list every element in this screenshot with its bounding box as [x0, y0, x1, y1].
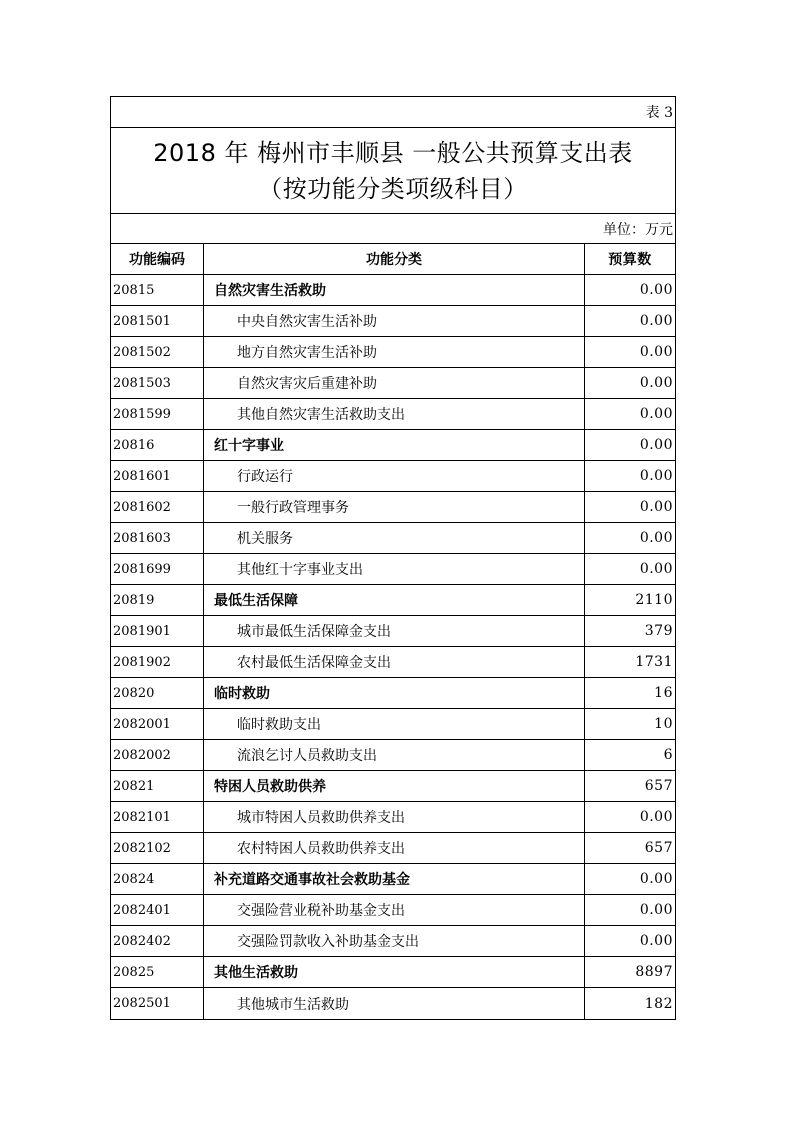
row-amount: 0.00: [639, 809, 673, 825]
row-amount: 0.00: [639, 499, 673, 515]
row-code: 2082001: [111, 709, 204, 739]
row-code: 2082402: [111, 926, 204, 956]
row-code: 20820: [111, 678, 204, 708]
row-code: 20819: [111, 585, 204, 615]
row-code: 2082002: [111, 740, 204, 770]
row-name: 其他红十字事业支出: [204, 554, 585, 584]
table-row: [111, 864, 675, 895]
row-name: 临时救助: [204, 678, 585, 708]
table-row: [111, 616, 675, 647]
table-row: [111, 740, 675, 771]
row-amount: 0.00: [639, 530, 673, 546]
table-number: 表 3: [645, 105, 673, 121]
table-row: [111, 430, 675, 461]
row-code: 2082101: [111, 802, 204, 832]
row-name: 特困人员救助供养: [204, 771, 585, 801]
row-code: 20816: [111, 430, 204, 460]
row-code: 2081503: [111, 368, 204, 398]
table-row: [111, 678, 675, 709]
row-amount: 2110: [635, 592, 673, 608]
row-amount: 0.00: [639, 902, 673, 918]
row-amount: 0.00: [639, 406, 673, 422]
row-name: 补充道路交通事故社会救助基金: [204, 864, 585, 894]
row-amount: 1731: [635, 654, 673, 670]
row-code: 2081501: [111, 306, 204, 336]
row-code: 20821: [111, 771, 204, 801]
row-amount: 0.00: [639, 375, 673, 391]
row-code: 2081902: [111, 647, 204, 677]
row-name: 农村特困人员救助供养支出: [204, 833, 585, 863]
table-row: [111, 337, 675, 368]
row-amount: 0.00: [639, 313, 673, 329]
row-name: 农村最低生活保障金支出: [204, 647, 585, 677]
table-row: [111, 461, 675, 492]
row-amount: 182: [644, 995, 673, 1012]
table-row: [111, 306, 675, 337]
table-row: [111, 957, 675, 988]
table-row: [111, 275, 675, 306]
table-title: 2018 年 梅州市丰顺县 一般公共预算支出表: [153, 138, 633, 167]
row-amount: 0.00: [639, 282, 673, 298]
row-code: 20815: [111, 275, 204, 305]
row-amount: 0.00: [639, 468, 673, 484]
table-row: [111, 399, 675, 430]
row-code: 20825: [111, 957, 204, 987]
row-amount: 657: [644, 840, 673, 856]
row-code: 2081601: [111, 461, 204, 491]
row-name: 临时救助支出: [204, 709, 585, 739]
row-code: 2081901: [111, 616, 204, 646]
table-row: [111, 554, 675, 585]
table-row: [111, 833, 675, 864]
row-amount: 16: [654, 685, 673, 701]
row-name: 地方自然灾害生活补助: [204, 337, 585, 367]
row-amount: 0.00: [639, 344, 673, 360]
table-header-row: [111, 244, 675, 275]
table-row: [111, 647, 675, 678]
row-code: 2082401: [111, 895, 204, 925]
row-code: 2082102: [111, 833, 204, 863]
row-code: 2081603: [111, 523, 204, 553]
row-amount: 10: [654, 716, 673, 732]
row-code: 2081502: [111, 337, 204, 367]
row-code: 2081602: [111, 492, 204, 522]
table-body: [111, 275, 675, 1019]
unit-label: 单位：万元: [603, 221, 673, 238]
row-name: 城市最低生活保障金支出: [204, 616, 585, 646]
table-row: [111, 926, 675, 957]
table-row: [111, 895, 675, 926]
table-row: [111, 771, 675, 802]
budget-table: [110, 96, 676, 1020]
row-name: 中央自然灾害生活补助: [204, 306, 585, 336]
row-name: 行政运行: [204, 461, 585, 491]
table-subtitle: （按功能分类项级科目）: [258, 174, 528, 203]
table-row: [111, 523, 675, 554]
table-row: [111, 709, 675, 740]
row-name: 一般行政管理事务: [204, 492, 585, 522]
row-name: 其他自然灾害生活救助支出: [204, 399, 585, 429]
table-row: [111, 988, 675, 1019]
row-code: 2081699: [111, 554, 204, 584]
header-code: 功能编码: [111, 244, 204, 274]
table-row: [111, 802, 675, 833]
row-name: 最低生活保障: [204, 585, 585, 615]
row-code: 2082501: [111, 988, 204, 1019]
row-amount: 6: [663, 747, 673, 763]
row-name: 流浪乞讨人员救助支出: [204, 740, 585, 770]
row-name: 红十字事业: [204, 430, 585, 460]
row-amount: 657: [644, 778, 673, 794]
row-amount: 0.00: [639, 933, 673, 949]
row-name: 交强险营业税补助基金支出: [204, 895, 585, 925]
table-row: [111, 585, 675, 616]
row-name: 自然灾害生活救助: [204, 275, 585, 305]
row-name: 其他生活救助: [204, 957, 585, 987]
row-amount: 8897: [635, 964, 673, 980]
table-row: [111, 368, 675, 399]
header-amount: 预算数: [608, 252, 652, 268]
row-amount: 0.00: [639, 871, 673, 887]
row-code: 2081599: [111, 399, 204, 429]
row-code: 20824: [111, 864, 204, 894]
unit-row: [111, 214, 675, 244]
table-row: [111, 492, 675, 523]
row-amount: 379: [644, 623, 673, 639]
header-category: 功能分类: [204, 244, 585, 274]
table-number-row: [111, 97, 675, 128]
title-block: [111, 128, 675, 214]
row-name: 交强险罚款收入补助基金支出: [204, 926, 585, 956]
row-name: 其他城市生活救助: [204, 988, 585, 1019]
row-name: 机关服务: [204, 523, 585, 553]
row-name: 自然灾害灾后重建补助: [204, 368, 585, 398]
row-amount: 0.00: [639, 561, 673, 577]
row-amount: 0.00: [639, 437, 673, 453]
row-name: 城市特困人员救助供养支出: [204, 802, 585, 832]
